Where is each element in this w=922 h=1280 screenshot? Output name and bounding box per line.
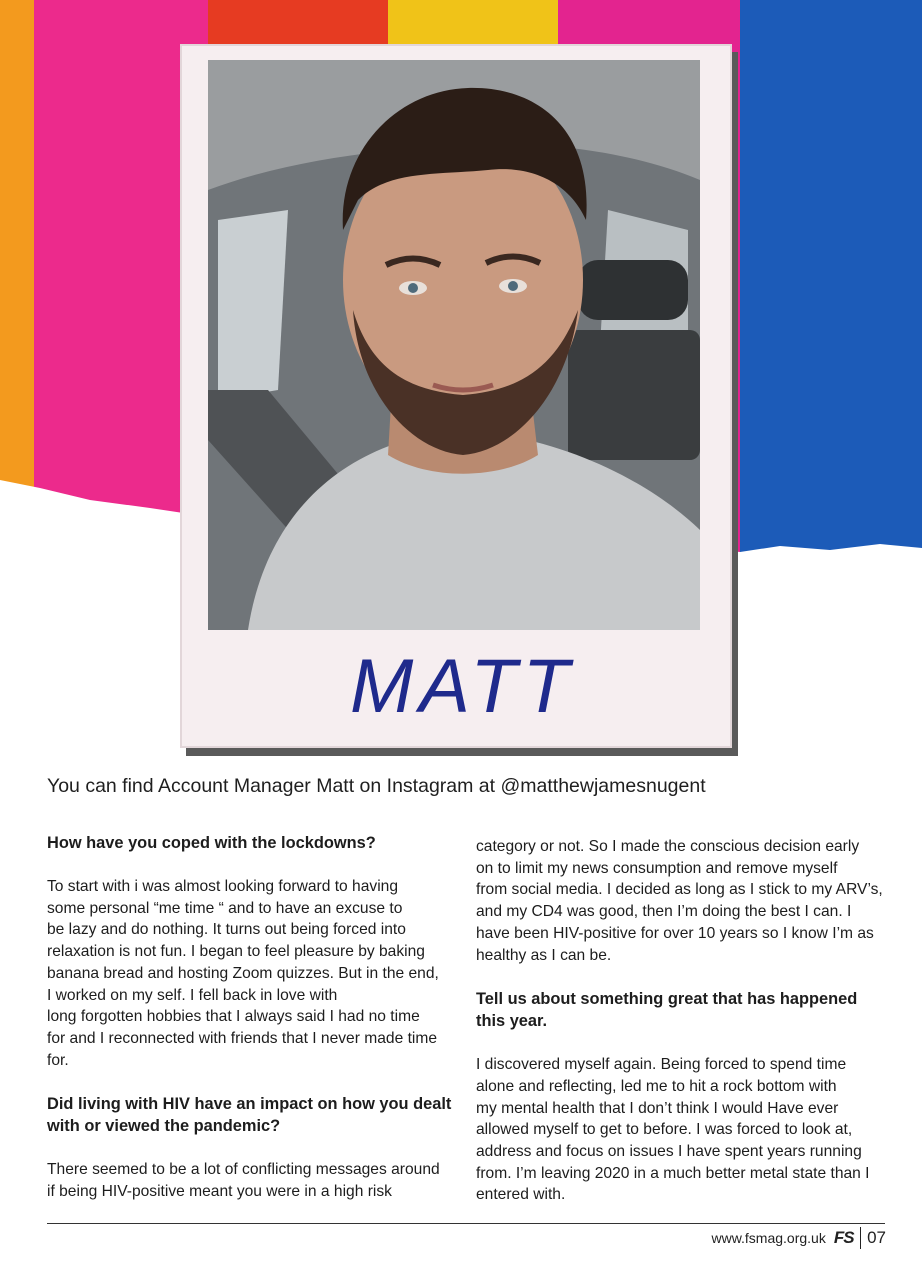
- answer-line: my mental health that I don’t think I would Have ever: [476, 1099, 839, 1117]
- answer-line: and my CD4 was good, then I’m doing the best I can. I: [476, 903, 852, 921]
- intro-line: You can find Account Manager Matt on Instagram at @matthewjamesnugent: [47, 775, 706, 797]
- answer-line: for.: [47, 1051, 69, 1069]
- answer-line: banana bread and hosting Zoom quizzes. But in the end,: [47, 964, 439, 982]
- answer-line: category or not. So I made the conscious decision early: [476, 838, 860, 855]
- right-column: [476, 836, 886, 1206]
- answer-line: allowed myself to get to before. I was forced to look at,: [476, 1121, 853, 1139]
- answer-line: if being HIV-positive meant you were in a high risk: [47, 1183, 392, 1201]
- answer-2-continued: [476, 836, 886, 966]
- handwritten-name: [330, 632, 610, 722]
- name-text: MATT: [350, 644, 576, 722]
- question-3: Tell us about something great that has happened this year.: [476, 990, 858, 1031]
- answer-line: I discovered myself again. Being forced to spend time: [476, 1056, 847, 1074]
- answer-1: [47, 876, 457, 1071]
- answer-line: have been HIV-positive for over 10 years so I know I’m as: [476, 924, 874, 942]
- answer-3: [476, 1054, 886, 1206]
- footer-rule: [47, 1223, 885, 1224]
- answer-line: from social media. I decided as long as I stick to my ARV’s,: [476, 881, 883, 899]
- answer-line: relaxation is not fun. I began to feel pleasure by baking: [47, 943, 425, 961]
- answer-line: long forgotten hobbies that I always said I had no time: [47, 1008, 420, 1026]
- footer: [711, 1227, 886, 1249]
- answer-line: address and focus on issues I have spent years running: [476, 1143, 862, 1161]
- footer-url[interactable]: www.fsmag.org.uk: [711, 1230, 826, 1246]
- page-number: 07: [867, 1228, 886, 1247]
- left-column: [47, 832, 457, 1203]
- portrait-photo: [208, 60, 700, 630]
- question-1: How have you coped with the lockdowns?: [47, 834, 376, 852]
- answer-line: There seemed to be a lot of conflicting messages around: [47, 1161, 440, 1179]
- footer-separator: [860, 1227, 862, 1249]
- answer-line: alone and reflecting, led me to hit a rock bottom with: [476, 1077, 837, 1095]
- answer-line: I worked on my self. I fell back in love with: [47, 986, 338, 1004]
- answer-line: some personal “me time “ and to have an excuse to: [47, 899, 403, 917]
- question-2: Did living with HIV have an impact on how you dealt with or viewed the pandemic?: [47, 1095, 452, 1136]
- answer-line: entered with.: [476, 1186, 566, 1204]
- answer-line: from. I’m leaving 2020 in a much better metal state than I: [476, 1164, 870, 1182]
- answer-line: To start with i was almost looking forward to having: [47, 878, 399, 895]
- answer-line: healthy as I can be.: [476, 946, 612, 964]
- answer-line: on to limit my news consumption and remove myself: [476, 859, 838, 877]
- fs-logo: FS: [833, 1228, 854, 1247]
- answer-2-start: [47, 1159, 457, 1202]
- answer-line: be lazy and do nothing. It turns out being forced into: [47, 921, 406, 939]
- answer-line: for and I reconnected with friends that I never made time: [47, 1029, 438, 1047]
